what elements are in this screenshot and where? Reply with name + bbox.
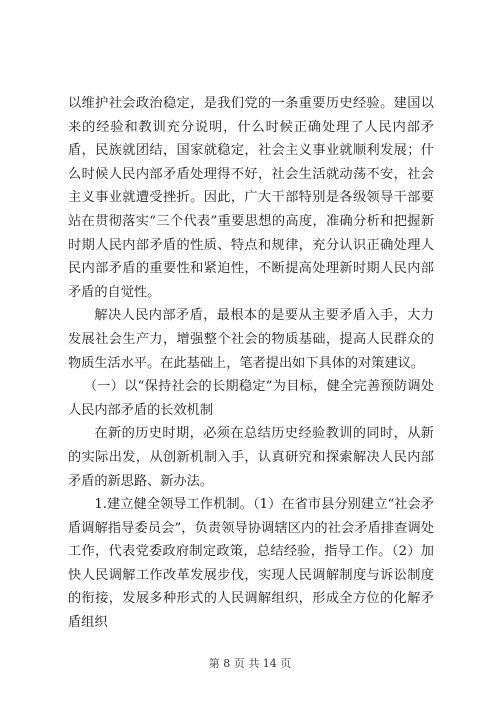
paragraph-item-1: 1.建立健全领导工作机制。（1）在省市县分别建立“社会矛盾调解指导委员会”，负责领导协调辖区内的社会矛盾排查调处工作，代表党委政府制定政策，总结经验，指导工作。（2）加快人民调解工作改革发展步伐，实现人民调解制度与诉讼制度的衔接，发展多种形式的人民调解组织，形成全方位的化解矛盾组织 <box>68 497 434 631</box>
document-body <box>68 92 434 635</box>
paragraph-continuation: 以维护社会政治稳定，是我们党的一条重要历史经验。建国以来的经验和教训充分说明，什么时候正确处理了人民内部矛盾，民族就团结，国家就稳定，社会主义事业就顺利发展；什么时候人民内部矛盾处理得不好，社会生活就动荡不安，社会主义事业就遭受挫折。因此，广大干部特别是各级领导干部要站在贯彻落实“三个代表”重要思想的高度，准确分析和把握新时期人民内部矛盾的性质、特点和规律，充分认识正确处理人民内部矛盾的重要性和紧迫性，不断提高处理新时期人民内部矛盾的自觉性。 <box>68 96 434 300</box>
section-heading: （一）以“保持社会的长期稳定”为目标，健全完善预防调处人民内部矛盾的长效机制 <box>68 379 434 418</box>
page-footer: 第 8 页 共 14 页 <box>208 657 292 670</box>
paragraph-solution: 解决人民内部矛盾，最根本的是要从主要矛盾入手，大力发展社会生产力，增强整个社会的物质基础，提高人民群众的物质生活水平。在此基础上，笔者提出如下具体的对策建议。 <box>68 308 434 371</box>
paragraph-new-era: 在新的历史时期，必须在总结历史经验教训的同时，从新的实际出发，从创新机制入手，认真研究和探索解决人民内部矛盾的新思路、新办法。 <box>68 426 434 489</box>
